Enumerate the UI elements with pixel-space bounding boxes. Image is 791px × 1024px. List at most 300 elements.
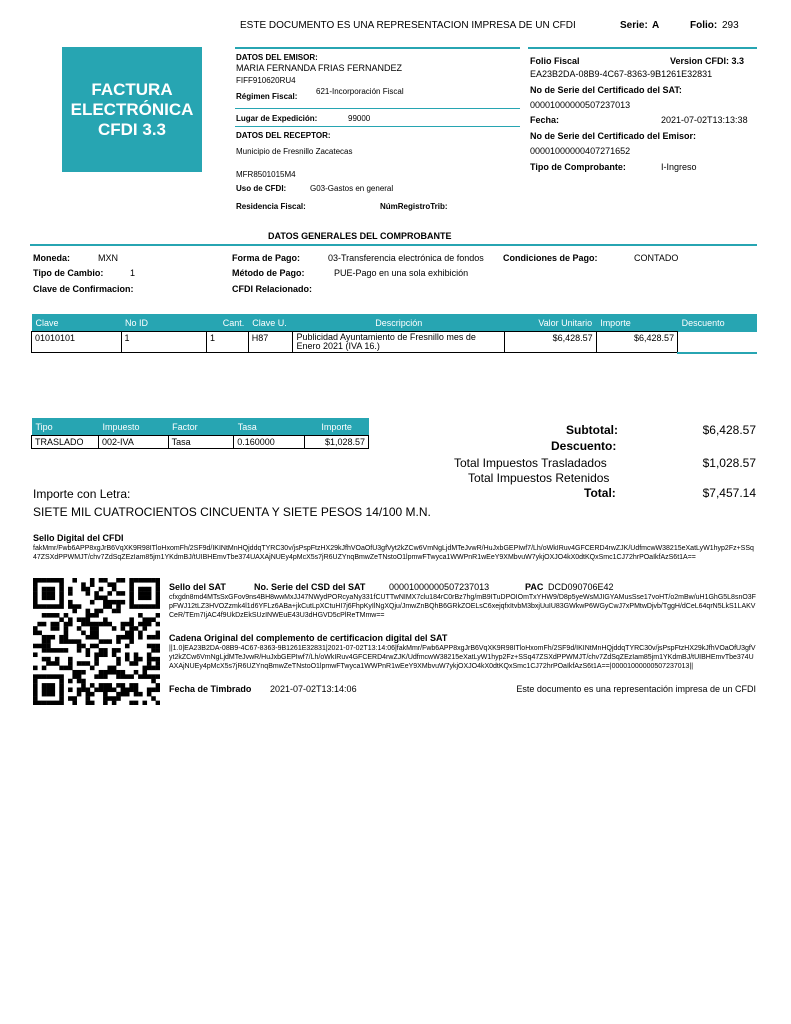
qr-module [156,622,160,627]
qr-module [116,604,121,609]
qr-module [68,661,73,666]
cell-clave: 01010101 [32,332,122,353]
qr-module [51,687,56,692]
receptor-rfc: MFR8501015M4 [236,170,296,179]
emisor-rule [235,47,520,49]
qr-module [46,644,51,649]
qr-module [138,587,143,592]
condiciones-label: Condiciones de Pago: [503,253,598,263]
qr-module [99,652,104,657]
qr-module [51,683,56,688]
subtotal-label: Subtotal: [566,423,618,437]
qr-module [72,696,77,701]
qr-module [116,696,121,701]
qr-module [107,670,112,675]
qr-module [151,674,156,679]
residencia-label: Residencia Fiscal: [236,202,306,211]
qr-module [94,635,99,640]
qr-module [103,683,108,688]
sello-sat-label: Sello del SAT [169,582,226,592]
qr-module [77,617,82,622]
forma-pago-value: 03-Transferencia electrónica de fondos [328,253,484,263]
qr-module [81,683,86,688]
qr-module [68,622,73,627]
qr-module [37,701,42,705]
col-impuesto: Impuesto [99,418,169,436]
qr-module [68,591,73,596]
qr-module [103,648,108,653]
qr-module [42,587,47,592]
serie-label: Serie: [620,20,648,31]
qr-module [51,596,56,601]
qr-module [33,696,38,701]
qr-module [147,661,152,666]
col-clave-u: Clave U. [248,314,293,332]
qr-module [81,587,86,592]
qr-module [68,639,73,644]
qr-module [142,587,147,592]
qr-module [72,639,77,644]
numregistro-label: NúmRegistroTrib: [380,202,448,211]
cert-sat-label: No de Serie del Certificado del SAT: [530,85,682,95]
qr-module [138,604,143,609]
qr-module [99,609,104,614]
qr-module [103,692,108,697]
qr-module [125,687,130,692]
cert-emisor-value: 00001000000407271652 [530,146,631,156]
qr-code [33,578,160,705]
qr-module [90,666,95,671]
qr-module [72,609,77,614]
qr-module [55,626,60,631]
qr-module [46,692,51,697]
cell-importe-impuesto: $1,028.57 [305,436,369,449]
qr-module [112,696,117,701]
qr-module [107,591,112,596]
metodo-pago-label: Método de Pago: [232,268,305,278]
qr-module [42,591,47,596]
qr-module [64,666,69,671]
qr-module [156,674,160,679]
qr-module [142,670,147,675]
qr-module [134,578,139,583]
qr-module [51,578,56,583]
qr-module [156,648,160,653]
qr-module [51,613,56,618]
qr-module [51,701,56,705]
tipo-comprobante-label: Tipo de Comprobante: [530,162,626,172]
qr-module [81,631,86,636]
qr-module [134,701,139,705]
qr-module [33,587,38,592]
qr-module [116,657,121,662]
qr-module [151,696,156,701]
qr-module [59,587,64,592]
qr-module [156,644,160,649]
qr-module [116,639,121,644]
qr-module [59,600,64,605]
qr-module [51,587,56,592]
qr-module [103,670,108,675]
qr-module [77,639,82,644]
regimen-value: 621-Incorporación Fiscal [316,87,404,96]
receptor-rule [235,126,520,127]
qr-module [46,613,51,618]
qr-module [64,626,69,631]
qr-module [86,587,91,592]
qr-module [72,578,77,583]
qr-module [103,604,108,609]
emisor-name: MARIA FERNANDA FRIAS FERNANDEZ [236,63,403,73]
qr-module [59,692,64,697]
qr-module [99,578,104,583]
total-value: $7,457.14 [702,486,756,500]
qr-module [51,626,56,631]
qr-module [103,674,108,679]
pac-value: DCD090706E42 [548,582,614,592]
tipo-cambio-value: 1 [130,268,136,278]
col-importe-impuesto: Importe [305,418,369,436]
qr-module [129,582,134,587]
trasladados-label: Total Impuestos Trasladados [454,456,607,470]
col-tasa: Tasa [234,418,305,436]
qr-code-graphic [33,578,160,705]
csd-sat-label: No. Serie del CSD del SAT [254,582,366,592]
qr-module [46,657,51,662]
qr-module [64,631,69,636]
fecha-timbrado-label: Fecha de Timbrado [169,684,252,694]
qr-module [99,596,104,601]
qr-module [81,617,86,622]
qr-module [64,648,69,653]
qr-module [121,692,126,697]
qr-module [94,596,99,601]
qr-module [33,582,38,587]
qr-module [129,701,134,705]
fecha-value: 2021-07-02T13:13:38 [661,115,748,125]
qr-module [46,591,51,596]
qr-module [116,674,121,679]
tipo-cambio-label: Tipo de Cambio: [33,268,104,278]
qr-module [156,596,160,601]
qr-module [99,639,104,644]
qr-module [77,604,82,609]
qr-module [121,591,126,596]
qr-module [125,635,130,640]
qr-module [68,679,73,684]
col-clave: Clave [32,314,122,332]
qr-module [42,596,47,601]
qr-module [51,692,56,697]
qr-module [112,670,117,675]
qr-module [94,674,99,679]
qr-module [55,622,60,627]
brand-line-1: FACTURA [91,79,173,99]
pac-label: PAC [525,582,544,592]
qr-module [151,604,156,609]
col-factor: Factor [168,418,234,436]
qr-module [107,582,112,587]
qr-module [129,622,134,627]
qr-module [147,617,152,622]
qr-module [51,648,56,653]
qr-module [147,578,152,583]
qr-module [116,591,121,596]
sello-sat-value: cfxgdn8md4MTsSxGFov9ns4BH8wwMxJJ47NWydPORcyaNy331fCUTTwNIMX7clu184rC0rBz7hg/mB9ITuDPOIOmTxYHW9/D8p5yeWsMJIGYAMusSse17voHT/o2mBw/uH1GhG5L8snO3FpFWJ12tLZ3HVOZzmk4l1d6YFLz6ABa+jkCutLpXCtuHI7j6FhpKyIlNgXQju/JmwZnBQhB6GRkZOELsC6xejqfxItvbM3bxjUuIU83GWkwP6WGyCwJ7xPMtwDjvb/TggH/dCeL64qrN5LkS1LAKVCeR/TEm7IjAC4f9UkDzEkSUzINWEuE43U3dHGVD5cPlReTMmw== [169,594,756,619]
qr-module [129,639,134,644]
qr-module [142,666,147,671]
qr-module [156,661,160,666]
qr-module [55,604,60,609]
qr-module [86,661,91,666]
qr-module [46,648,51,653]
qr-module [46,661,51,666]
qr-module [103,687,108,692]
qr-module [42,613,47,618]
qr-module [103,652,108,657]
qr-module [151,679,156,684]
qr-module [147,652,152,657]
qr-module [138,631,143,636]
qr-module [68,666,73,671]
forma-pago-label: Forma de Pago: [232,253,301,263]
table-row [32,332,758,353]
qr-module [86,652,91,657]
qr-module [46,578,51,583]
qr-module [156,604,160,609]
serie-value: A [652,20,660,31]
qr-module [138,591,143,596]
qr-module [33,683,38,688]
qr-module [156,701,160,705]
qr-module [37,674,42,679]
qr-module [33,626,38,631]
qr-module [138,578,143,583]
qr-module [94,644,99,649]
qr-module [68,600,73,605]
brand-line-2: ELECTRÓNICA [70,99,194,119]
qr-module [86,591,91,596]
qr-module [77,674,82,679]
qr-module [129,687,134,692]
qr-module [151,644,156,649]
qr-module [46,687,51,692]
qr-module [94,657,99,662]
impuestos-table [31,418,369,449]
qr-module [72,701,77,705]
generales-heading: DATOS GENERALES DEL COMPROBANTE [268,231,452,241]
importe-letra-label: Importe con Letra: [33,487,131,501]
qr-module [129,591,134,596]
qr-module [33,701,38,705]
qr-module [116,648,121,653]
qr-module [94,613,99,618]
qr-module [64,622,69,627]
qr-module [112,666,117,671]
qr-module [138,657,143,662]
qr-module [81,687,86,692]
qr-module [59,596,64,601]
qr-module [129,661,134,666]
qr-module [59,701,64,705]
qr-module [77,626,82,631]
qr-module [129,600,134,605]
qr-module [90,578,95,583]
qr-module [156,587,160,592]
qr-module [116,692,121,697]
qr-module [81,679,86,684]
cadena-label: Cadena Original del complemento de certificacion digital del SAT [169,633,448,643]
receptor-heading: DATOS DEL RECEPTOR: [236,131,331,140]
qr-module [59,679,64,684]
brand-box [62,47,202,172]
qr-module [77,661,82,666]
col-valor-unitario: Valor Unitario [505,314,597,332]
col-noid: No ID [121,314,206,332]
qr-module [156,666,160,671]
csd-sat-value: 00001000000507237013 [389,582,490,592]
qr-module [77,687,82,692]
qr-module [147,635,152,640]
qr-module [107,666,112,671]
sello-cfdi-value: fakMmr/Fwb6APP8xgJrB6VqXK9R98ITloHxomFh/2SF9d/IKINtMnHQjddqTYRC30v/jsPspFtzHX29kJfhVOaOfU3gfVyt2kZCw6VmNgLjdMTeJvwR/HuJxbGEPIwf7/Lh/oWkIRuv4GFCERD4rwZJK/UdfmcwW38215eXatLyW1hyp2Fz+SSq47ZSXdPPWMJT/chv7ZdSqZEzIam85jm1YKdmBJ/tUIBHEmvTbe374UAXAjNUEy4pMcX5s7jR6UZYnqBmwZeTNstoO1lpmwFTwyca1WWPnR1wEeY9XMbvuW7ykjOXJO4kX0dtKQxSmc1CJ72hrPOaIkfAzS6t1A== [33,545,754,561]
qr-module [147,587,152,592]
qr-module [99,648,104,653]
qr-module [59,639,64,644]
col-tipo: Tipo [32,418,99,436]
qr-module [59,648,64,653]
qr-module [94,626,99,631]
qr-module [55,674,60,679]
qr-module [81,622,86,627]
brand-line-3: CFDI 3.3 [97,119,167,139]
qr-module [125,674,130,679]
qr-module [59,582,64,587]
qr-module [129,626,134,631]
qr-module [77,670,82,675]
qr-module [90,600,95,605]
qr-module [68,604,73,609]
qr-module [151,635,156,640]
qr-module [151,578,156,583]
cadena-value: ||1.0|EA23B2DA-08B9-4C67-8363-9B1261E32831|2021-07-02T13:14:06|fakMmr/Fwb6APP8xgJrB6VqXK9R98ITloHxomFh/2SF9d/IKINtMnHQjddqTYRC30v/jsPspFtzHX29kJfhVOaOfU3gfVyt2kZCw6VmNgLjdMTeJvwR/HuJxbGEPIwf7/Lh/oWkIRuv4GFCERD4rwZJK/UdfmcwW38215eXatLyW1hyp2Fz+SSq47ZSXdPPWMJT/chv7ZdSqZEzIam85jm1YKdmBJ/tUIBHEmvTbe374UAXAjNUEy4pMcX5s7jR6UZYnqBmwZeTNstoO1lpmwFTwyca1WWPnR1wEeY9XMbvuW7ykjOXJO4kX0dtKQxSmc1CJ72hrPOaIkfAzS6t1A==|00001000000507237013|| [169,645,756,670]
cell-tasa: 0.160000 [234,436,305,449]
qr-module [33,631,38,636]
qr-module [59,635,64,640]
qr-module [59,666,64,671]
qr-module [33,591,38,596]
qr-module [64,613,69,618]
qr-module [142,596,147,601]
qr-module [68,617,73,622]
qr-module [90,701,95,705]
qr-module [129,635,134,640]
qr-module [94,661,99,666]
qr-module [121,687,126,692]
qr-module [94,687,99,692]
qr-module [103,578,108,583]
qr-module [121,622,126,627]
qr-module [86,609,91,614]
qr-module [59,591,64,596]
table-row [32,436,369,449]
cell-tipo: TRASLADO [32,436,99,449]
condiciones-value: CONTADO [634,253,679,263]
qr-module [125,631,130,636]
qr-module [72,670,77,675]
qr-module [33,679,38,684]
qr-module [107,604,112,609]
qr-module [42,578,47,583]
qr-module [81,661,86,666]
qr-module [134,692,139,697]
qr-module [147,692,152,697]
qr-module [86,622,91,627]
qr-module [86,701,91,705]
qr-module [68,657,73,662]
qr-module [134,626,139,631]
emisor-heading: DATOS DEL EMISOR: [236,53,318,62]
retenidos-label: Total Impuestos Retenidos [468,471,610,485]
fecha-label: Fecha: [530,115,560,125]
col-importe: Importe [596,314,677,332]
qr-module [103,596,108,601]
qr-module [112,687,117,692]
uso-label: Uso de CFDI: [236,184,287,193]
qr-module [55,701,60,705]
qr-module [134,670,139,675]
qr-module [77,644,82,649]
conceptos-table [31,314,757,354]
qr-module [59,687,64,692]
qr-module [116,600,121,605]
cell-importe: $6,428.57 [596,332,677,353]
qr-module [138,613,143,618]
qr-module [138,635,143,640]
qr-module [112,609,117,614]
qr-module [107,696,112,701]
qr-module [134,683,139,688]
qr-module [99,687,104,692]
qr-module [142,578,147,583]
qr-module [156,600,160,605]
qr-module [103,617,108,622]
qr-module [103,622,108,627]
qr-module [116,661,121,666]
qr-module [151,687,156,692]
qr-module [59,683,64,688]
cert-emisor-label: No de Serie del Certificado del Emisor: [530,131,697,141]
qr-module [68,587,73,592]
qr-module [147,622,152,627]
qr-module [116,635,121,640]
qr-module [37,578,42,583]
sello-cfdi-label: Sello Digital del CFDI [33,533,124,543]
impuestos-header-row [32,418,369,436]
qr-module [107,683,112,688]
qr-module [90,631,95,636]
emisor-divider [235,108,520,109]
qr-module [112,582,117,587]
folio-fiscal-label: Folio Fiscal [530,56,580,66]
qr-module [156,613,160,618]
metodo-pago-value: PUE-Pago en una sola exhibición [334,268,469,278]
qr-module [72,674,77,679]
qr-module [103,696,108,701]
qr-module [42,604,47,609]
qr-module [33,687,38,692]
qr-module [51,635,56,640]
